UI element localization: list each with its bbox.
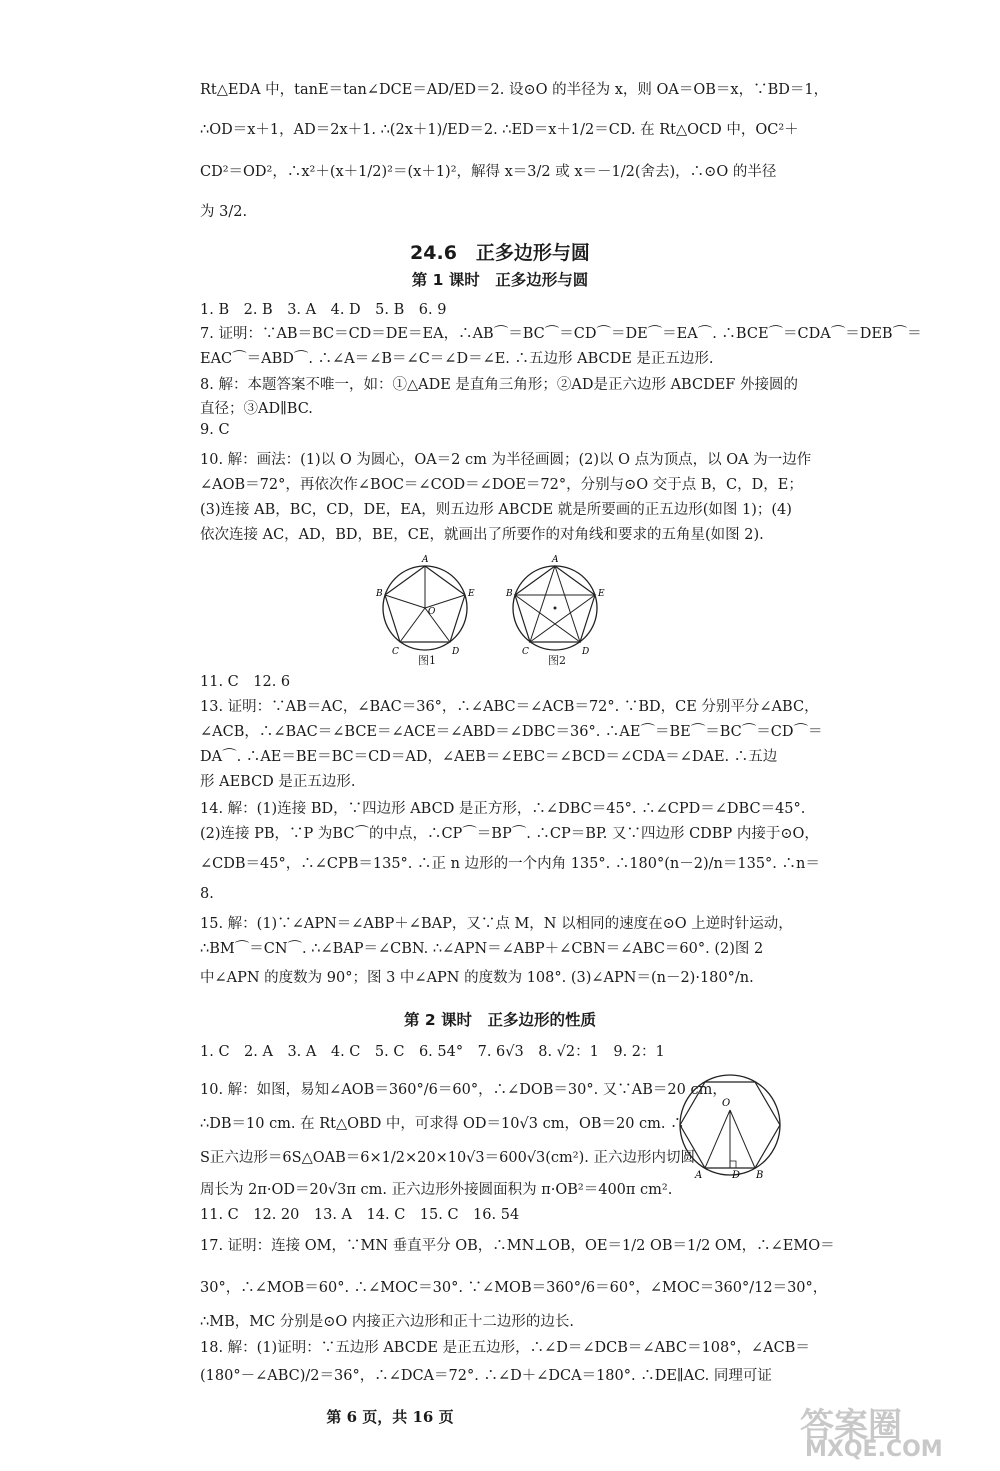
- svg-text:B: B: [756, 1170, 764, 1180]
- label-a: A: [422, 555, 429, 565]
- svg-text:A: A: [695, 1170, 703, 1180]
- text-line: 依次连接 AC，AD，BD，BE，CE，就画出了所要作的对角线和要求的五角星(如图 2).: [200, 527, 764, 543]
- text-line: EAC⌒＝ABD⌒. ∴∠A＝∠B＝∠C＝∠D＝∠E. ∴五边形 ABCDE 是正五边形.: [200, 351, 714, 367]
- text-line: 7. 证明：∵AB＝BC＝CD＝DE＝EA，∴AB⌒＝BC⌒＝CD⌒＝DE⌒＝EA⌒. ∴BCE⌒＝CDA⌒＝DEB⌒＝: [200, 326, 922, 342]
- text-line: 1. C 2. A 3. A 4. C 5. C 6. 54° 7. 6√3 8. √2：1 9. 2：1: [200, 1044, 665, 1060]
- text-line: 10. 解：画法：(1)以 O 为圆心，OA＝2 cm 为半径画圆；(2)以 O 点为顶点，以 OA 为一边作: [200, 452, 812, 468]
- text-line: 10. 解：如图，易知∠AOB＝360°/6＝60°，∴∠DOB＝30°. 又∵AB＝20 cm，: [200, 1082, 727, 1098]
- text-line: 直径；③AD∥BC.: [200, 401, 313, 417]
- svg-text:C: C: [522, 647, 529, 657]
- text-line: 18. 解：(1)证明：∵五边形 ABCDE 是正五边形，∴∠D＝∠DCB＝∠ABC＝108°，∠ACB＝: [200, 1340, 810, 1356]
- text-line: (3)连接 AB，BC，CD，DE，EA，则五边形 ABCDE 就是所要画的正五边形(如图 1)；(4): [200, 502, 792, 518]
- text-line: 11. C 12. 20 13. A 14. C 15. C 16. 54: [200, 1207, 520, 1223]
- svg-text:O: O: [722, 1098, 731, 1109]
- figure-hexagon: [670, 1070, 790, 1180]
- text-line: 11. C 12. 6: [200, 674, 291, 690]
- text-line: (180°－∠ABC)/2＝36°，∴∠DCA＝72°. ∴∠D＋∠DCA＝180°. ∴DE∥AC. 同理可证: [200, 1368, 772, 1384]
- label-b: B: [376, 589, 383, 599]
- svg-text:E: E: [598, 589, 605, 599]
- text-line: CD²＝OD²，∴x²＋(x＋1/2)²＝(x＋1)²，解得 x＝3/2 或 x＝－1/2(舍去)，∴⊙O 的半径: [200, 164, 777, 180]
- text-line: 14. 解：(1)连接 BD，∵四边形 ABCD 是正方形，∴∠DBC＝45°. ∴∠CPD＝∠DBC＝45°.: [200, 801, 806, 817]
- text-line: ∴MB，MC 分别是⊙O 内接正六边形和正十二边形的边长.: [200, 1314, 575, 1330]
- lesson-1-heading: 第 1 课时 正多边形与圆: [411, 271, 589, 289]
- figure-2-star: [500, 550, 610, 665]
- label-d: D: [452, 647, 460, 657]
- text-line: 17. 证明：连接 OM，∵MN 垂直平分 OB，∴MN⊥OB，OE＝1/2 OB＝1/2 OM，∴∠EMO＝: [200, 1238, 835, 1254]
- label-e: E: [468, 589, 475, 599]
- text-line: 中∠APN 的度数为 90°；图 3 中∠APN 的度数为 108°. (3)∠APN＝(n－2)·180°/n.: [200, 970, 754, 986]
- svg-text:A: A: [552, 555, 559, 565]
- label-o: O: [428, 607, 436, 617]
- figure-1-caption: 图1: [418, 654, 436, 667]
- text-line: DA⌒. ∴AE＝BE＝BC＝CD＝AD，∠AEB＝∠EBC＝∠BCD＝∠CDA＝∠DAE. ∴五边: [200, 749, 778, 765]
- text-line: ∴OD＝x＋1，AD＝2x＋1. ∴(2x＋1)/ED＝2. ∴ED＝x＋1/2＝CD. 在 Rt△OCD 中，OC²＋: [200, 122, 799, 138]
- text-line: 1. B 2. B 3. A 4. D 5. B 6. 9: [200, 302, 447, 318]
- page-footer: 第 6 页，共 16 页: [326, 1408, 454, 1426]
- lesson-2-heading: 第 2 课时 正多边形的性质: [403, 1011, 597, 1029]
- text-line: Rt△EDA 中，tanE＝tan∠DCE＝AD/ED＝2. 设⊙O 的半径为 x，则 OA＝OB＝x，∵BD＝1，: [200, 82, 829, 98]
- text-line: 30°，∴∠MOB＝60°. ∴∠MOC＝30°. ∵∠MOB＝360°/6＝60°，∠MOC＝360°/12＝30°，: [200, 1280, 828, 1296]
- figure-1-pentagon: [370, 550, 480, 665]
- text-line: 8. 解：本题答案不唯一，如：①△ADE 是直角三角形；②AD是正六边形 ABCDEF 外接圆的: [200, 377, 798, 393]
- text-line: ∠AOB＝72°，再依次作∠BOC＝∠COD＝∠DOE＝72°，分别与⊙O 交于点 B，C，D，E；: [200, 477, 803, 493]
- text-line: ∴BM⌒＝CN⌒. ∴∠BAP＝∠CBN. ∴∠APN＝∠ABP＋∠CBN＝∠ABC＝60°. (2)图 2: [200, 941, 764, 957]
- text-line: 周长为 2π·OD＝20√3π cm. 正六边形外接圆面积为 π·OB²＝400π cm².: [200, 1182, 673, 1198]
- text-line: ∠CDB＝45°，∴∠CPB＝135°. ∴正 n 边形的一个内角 135°. ∴180°(n－2)/n＝135°. ∴n＝: [200, 856, 820, 872]
- text-line: 8.: [200, 886, 214, 902]
- text-line: ∠ACB，∴∠BAC＝∠BCE＝∠ACE＝∠ABD＝∠DBC＝36°. ∴AE⌒＝BE⌒＝BC⌒＝CD⌒＝: [200, 724, 823, 740]
- text-line: 为 3/2.: [200, 204, 248, 220]
- text-line: 形 AEBCD 是正五边形.: [200, 774, 356, 790]
- svg-text:D: D: [732, 1170, 741, 1180]
- svg-text:D: D: [582, 647, 590, 657]
- watermark-url: MXQE.COM: [805, 1437, 943, 1462]
- text-line: 15. 解：(1)∵∠APN＝∠ABP＋∠BAP，又∵点 M，N 以相同的速度在⊙O 上逆时针运动，: [200, 916, 793, 932]
- text-line: 9. C: [200, 422, 230, 438]
- text-line: S正六边形＝6S△OAB＝6×1/2×20×10√3＝600√3(cm²). 正六边形内切圆: [200, 1150, 695, 1166]
- text-line: 13. 证明：∵AB＝AC，∠BAC＝36°，∴∠ABC＝∠ACB＝72°. ∵BD，CE 分别平分∠ABC，: [200, 699, 819, 715]
- figure-2-caption: 图2: [548, 654, 566, 667]
- svg-text:B: B: [506, 589, 513, 599]
- section-heading: 24.6 正多边形与圆: [410, 242, 590, 264]
- label-c: C: [392, 647, 399, 657]
- text-line: (2)连接 PB，∵P 为BC⌒的中点，∴CP⌒＝BP⌒. ∴CP＝BP. 又∵四边形 CDBP 内接于⊙O，: [200, 826, 819, 842]
- watermark-logo: 答案圈: [800, 1406, 902, 1446]
- text-line: ∴DB＝10 cm. 在 Rt△OBD 中，可求得 OD＝10√3 cm，OB＝20 cm. ∴: [200, 1116, 685, 1132]
